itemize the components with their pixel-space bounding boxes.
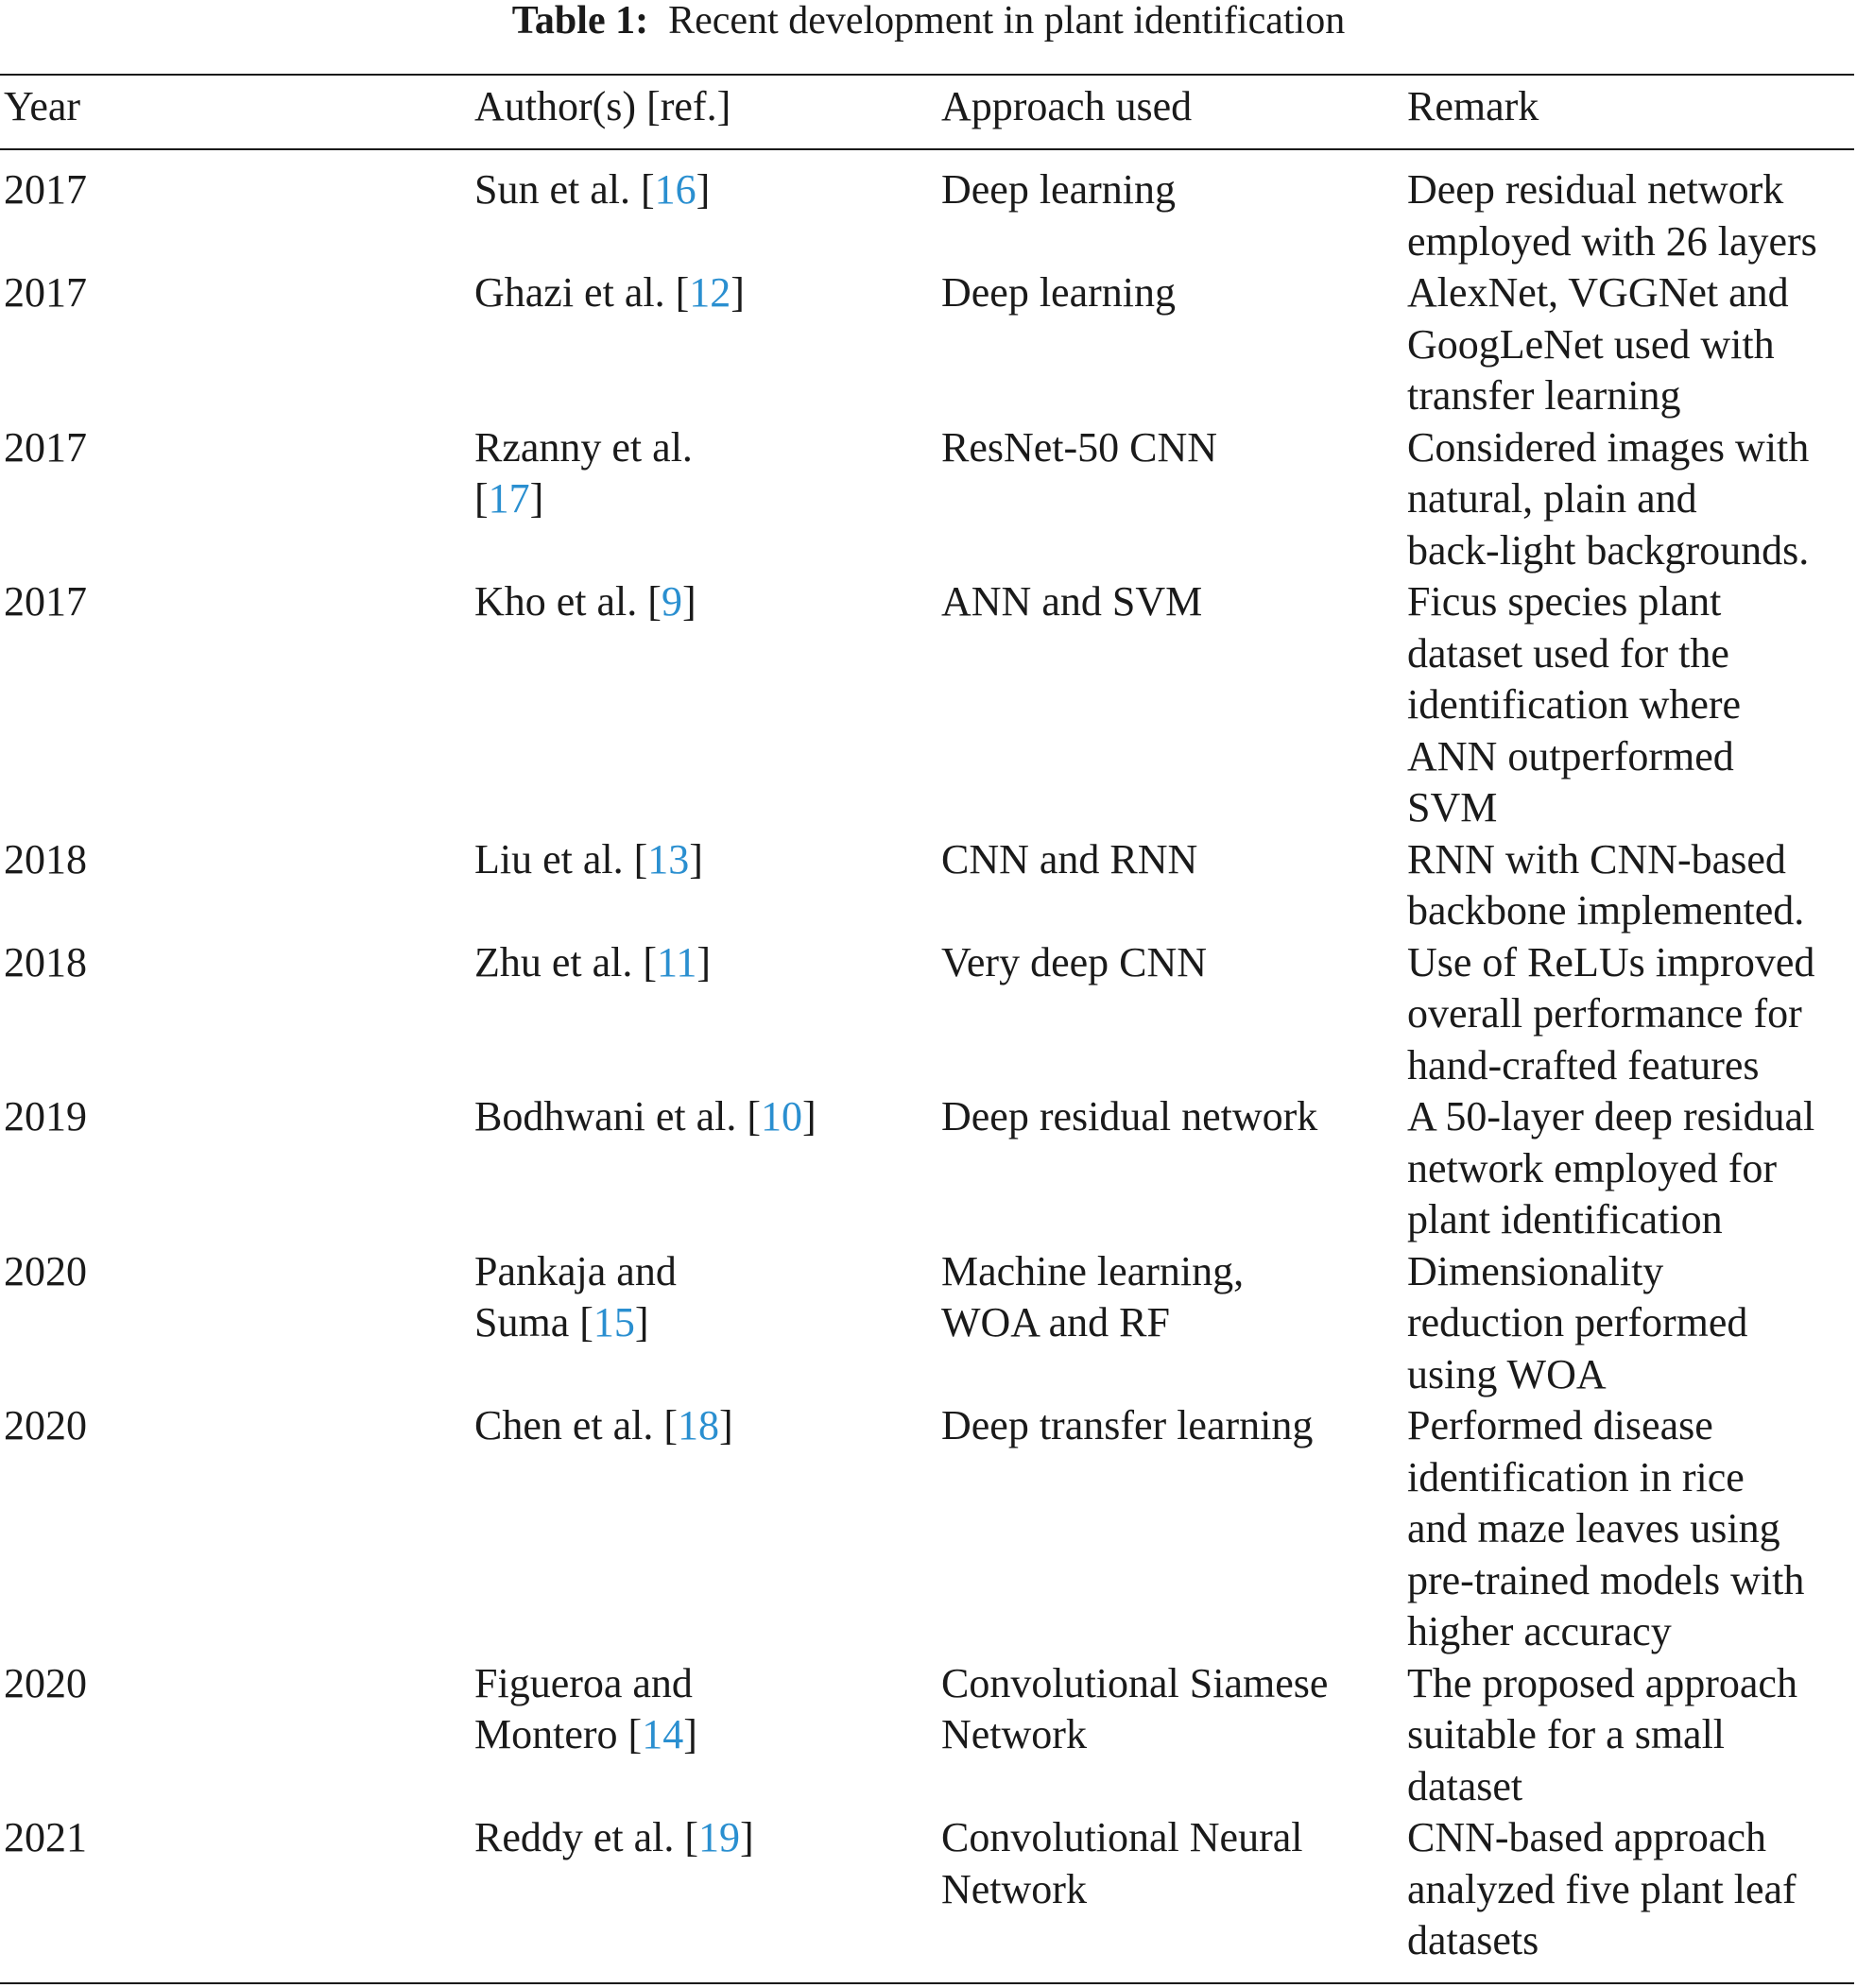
author-line bbox=[474, 267, 919, 319]
remark-line: overall performance for bbox=[1407, 990, 1802, 1037]
cell-year: 2017 bbox=[4, 423, 87, 471]
author-text: Bodhwani et al. [ bbox=[474, 1093, 762, 1140]
author-text-suffix: ] bbox=[634, 1299, 649, 1345]
cell-remark bbox=[1407, 1400, 1857, 1658]
cell-author bbox=[474, 576, 919, 628]
remark-line: higher accuracy bbox=[1407, 1608, 1672, 1654]
cell-author bbox=[474, 1400, 919, 1452]
author-text-suffix: ] bbox=[683, 1711, 697, 1757]
remark-line: analyzed five plant leaf bbox=[1407, 1865, 1797, 1912]
table-row bbox=[0, 164, 1857, 267]
table-row bbox=[0, 267, 1857, 422]
reference-link[interactable]: 16 bbox=[654, 166, 696, 213]
cell-author bbox=[474, 1658, 919, 1761]
remark-line: dataset used for the bbox=[1407, 629, 1729, 677]
author-text-suffix: ] bbox=[529, 475, 544, 522]
remark-line: AlexNet, VGGNet and bbox=[1407, 269, 1789, 316]
author-text-suffix: ] bbox=[681, 578, 696, 625]
remark-line: hand-crafted features bbox=[1407, 1041, 1760, 1088]
author-line bbox=[474, 1400, 919, 1452]
cell-year: 2019 bbox=[4, 1093, 87, 1140]
remark-line: CNN-based approach bbox=[1407, 1814, 1766, 1860]
author-text: Liu et al. [ bbox=[474, 835, 648, 883]
column-header-author: Author(s) [ref.] bbox=[474, 83, 731, 129]
approach-line: Network bbox=[941, 1711, 1087, 1757]
table-caption-label: Table 1: bbox=[511, 0, 649, 43]
reference-link[interactable]: 9 bbox=[661, 578, 682, 625]
author-line bbox=[474, 834, 919, 886]
cell-remark bbox=[1407, 1658, 1857, 1813]
cell-author bbox=[474, 1091, 919, 1143]
approach-line: Machine learning, bbox=[941, 1247, 1245, 1294]
reference-link[interactable]: 11 bbox=[657, 938, 697, 985]
remark-line: back-light backgrounds. bbox=[1407, 526, 1810, 574]
cell-approach bbox=[941, 1812, 1395, 1915]
remark-line: dataset bbox=[1407, 1762, 1523, 1809]
author-text: Figueroa and bbox=[474, 1659, 693, 1706]
approach-line: WOA and RF bbox=[941, 1299, 1170, 1345]
cell-approach bbox=[941, 1400, 1395, 1452]
remark-line: GoogLeNet used with bbox=[1407, 320, 1775, 368]
author-text-suffix: ] bbox=[696, 166, 711, 213]
author-line bbox=[474, 576, 919, 628]
cell-year: 2021 bbox=[4, 1814, 87, 1860]
author-text: Pankaja and bbox=[474, 1247, 677, 1294]
reference-link[interactable]: 17 bbox=[488, 475, 530, 522]
remark-line: transfer learning bbox=[1407, 372, 1681, 419]
author-text: Reddy et al. [ bbox=[474, 1814, 699, 1860]
author-line bbox=[474, 1709, 919, 1761]
approach-line: CNN and RNN bbox=[941, 835, 1198, 883]
remark-line: ANN outperformed bbox=[1407, 732, 1734, 780]
table-caption bbox=[0, 0, 1857, 43]
cell-author bbox=[474, 267, 919, 319]
cell-year: 2018 bbox=[4, 835, 87, 883]
author-text: Sun et al. [ bbox=[474, 166, 655, 213]
approach-line: ANN and SVM bbox=[941, 578, 1203, 625]
author-text: Montero [ bbox=[474, 1711, 643, 1757]
author-text: Ghazi et al. [ bbox=[474, 269, 690, 316]
cell-year: 2020 bbox=[4, 1402, 87, 1448]
author-line bbox=[474, 1091, 919, 1143]
cell-year: 2018 bbox=[4, 938, 87, 985]
remark-line: network employed for bbox=[1407, 1144, 1777, 1191]
remark-line: plant identification bbox=[1407, 1196, 1723, 1242]
table-header-rule bbox=[0, 148, 1854, 150]
cell-approach bbox=[941, 834, 1395, 886]
reference-link[interactable]: 10 bbox=[761, 1093, 803, 1140]
author-line bbox=[474, 1812, 919, 1864]
author-text: Kho et al. [ bbox=[474, 578, 662, 625]
cell-approach bbox=[941, 1246, 1395, 1349]
remark-line: natural, plain and bbox=[1407, 475, 1697, 522]
reference-link[interactable]: 12 bbox=[689, 269, 731, 316]
approach-line: Convolutional Siamese bbox=[941, 1659, 1329, 1706]
column-header-approach: Approach used bbox=[941, 83, 1193, 129]
cell-remark bbox=[1407, 1812, 1857, 1967]
author-text-suffix: ] bbox=[696, 938, 712, 985]
reference-link[interactable]: 18 bbox=[678, 1402, 720, 1448]
cell-remark bbox=[1407, 1246, 1857, 1401]
remark-line: pre-trained models with bbox=[1407, 1556, 1805, 1603]
table-row bbox=[0, 1246, 1857, 1401]
cell-remark bbox=[1407, 937, 1857, 1092]
remark-line: RNN with CNN-based bbox=[1407, 835, 1786, 883]
approach-line: Deep residual network bbox=[941, 1093, 1318, 1140]
cell-approach bbox=[941, 937, 1395, 989]
cell-author bbox=[474, 422, 919, 525]
author-line bbox=[474, 164, 919, 216]
cell-year: 2020 bbox=[4, 1247, 87, 1294]
reference-link[interactable]: 15 bbox=[593, 1299, 635, 1345]
author-text: Chen et al. [ bbox=[474, 1402, 679, 1448]
remark-line: Considered images with bbox=[1407, 423, 1810, 471]
remark-line: and maze leaves using bbox=[1407, 1505, 1780, 1551]
table-body bbox=[0, 164, 1857, 1967]
remark-line: Ficus species plant bbox=[1407, 578, 1722, 625]
cell-remark bbox=[1407, 834, 1857, 937]
remark-line: Use of ReLUs improved bbox=[1407, 938, 1815, 985]
author-text: Suma [ bbox=[474, 1299, 593, 1345]
author-line bbox=[474, 1297, 919, 1349]
cell-remark bbox=[1407, 576, 1857, 834]
cell-approach bbox=[941, 267, 1395, 319]
cell-author bbox=[474, 164, 919, 216]
approach-line: Deep learning bbox=[941, 269, 1176, 316]
reference-link[interactable]: 14 bbox=[642, 1711, 684, 1757]
table-row bbox=[0, 576, 1857, 834]
author-line bbox=[474, 937, 919, 989]
cell-approach bbox=[941, 1091, 1395, 1143]
author-text-suffix: ] bbox=[689, 835, 703, 883]
author-line bbox=[474, 473, 919, 525]
cell-remark bbox=[1407, 164, 1857, 267]
remark-line: identification in rice bbox=[1407, 1453, 1745, 1500]
cell-approach bbox=[941, 422, 1395, 474]
remark-line: SVM bbox=[1407, 784, 1498, 831]
cell-author bbox=[474, 937, 919, 989]
approach-line: Deep transfer learning bbox=[941, 1402, 1314, 1448]
table-row bbox=[0, 937, 1857, 1092]
table-row bbox=[0, 1400, 1857, 1658]
reference-link[interactable]: 13 bbox=[647, 835, 690, 883]
remark-line: reduction performed bbox=[1407, 1299, 1748, 1345]
column-header-year: Year bbox=[4, 83, 81, 129]
author-line bbox=[474, 1246, 919, 1298]
table-top-rule bbox=[0, 74, 1854, 76]
table-row bbox=[0, 422, 1857, 577]
cell-remark bbox=[1407, 422, 1857, 577]
cell-author bbox=[474, 1246, 919, 1349]
remark-line: backbone implemented. bbox=[1407, 887, 1805, 934]
cell-approach bbox=[941, 576, 1395, 628]
cell-approach bbox=[941, 164, 1395, 216]
author-text-suffix: ] bbox=[719, 1402, 733, 1448]
author-text-suffix: ] bbox=[731, 269, 745, 316]
remark-line: employed with 26 layers bbox=[1407, 217, 1817, 265]
table-bottom-rule bbox=[0, 1982, 1854, 1984]
remark-line: identification where bbox=[1407, 681, 1742, 728]
approach-line: Network bbox=[941, 1865, 1087, 1912]
cell-remark bbox=[1407, 267, 1857, 422]
cell-approach bbox=[941, 1658, 1395, 1761]
table-row bbox=[0, 1658, 1857, 1813]
table-row bbox=[0, 1091, 1857, 1246]
author-text: [ bbox=[474, 475, 489, 522]
reference-link[interactable]: 19 bbox=[698, 1814, 741, 1860]
column-header-remark: Remark bbox=[1407, 83, 1539, 129]
remark-line: datasets bbox=[1407, 1917, 1539, 1963]
remark-line: suitable for a small bbox=[1407, 1711, 1726, 1757]
cell-year: 2020 bbox=[4, 1659, 87, 1706]
cell-year: 2017 bbox=[4, 578, 87, 625]
author-line bbox=[474, 1658, 919, 1710]
author-text-suffix: ] bbox=[802, 1093, 817, 1140]
remark-line: Performed disease bbox=[1407, 1402, 1713, 1448]
cell-author bbox=[474, 1812, 919, 1864]
remark-line: Dimensionality bbox=[1407, 1247, 1664, 1294]
table-row bbox=[0, 1812, 1857, 1967]
author-text-suffix: ] bbox=[740, 1814, 754, 1860]
cell-year: 2017 bbox=[4, 166, 87, 213]
author-line bbox=[474, 422, 919, 474]
cell-year: 2017 bbox=[4, 269, 87, 316]
remark-line: The proposed approach bbox=[1407, 1659, 1797, 1706]
table-caption-text: Recent development in plant identification bbox=[668, 0, 1346, 43]
cell-remark bbox=[1407, 1091, 1857, 1246]
table-header-row bbox=[0, 81, 1857, 138]
approach-line: Deep learning bbox=[941, 166, 1176, 213]
author-text: Zhu et al. [ bbox=[474, 938, 658, 985]
remark-line: using WOA bbox=[1407, 1350, 1607, 1397]
approach-line: ResNet-50 CNN bbox=[941, 423, 1218, 471]
remark-line: A 50-layer deep residual bbox=[1407, 1093, 1815, 1140]
remark-line: Deep residual network bbox=[1407, 166, 1784, 213]
cell-author bbox=[474, 834, 919, 886]
approach-line: Convolutional Neural bbox=[941, 1814, 1303, 1860]
author-text: Rzanny et al. bbox=[474, 423, 693, 471]
approach-line: Very deep CNN bbox=[941, 938, 1208, 985]
table-row bbox=[0, 834, 1857, 937]
